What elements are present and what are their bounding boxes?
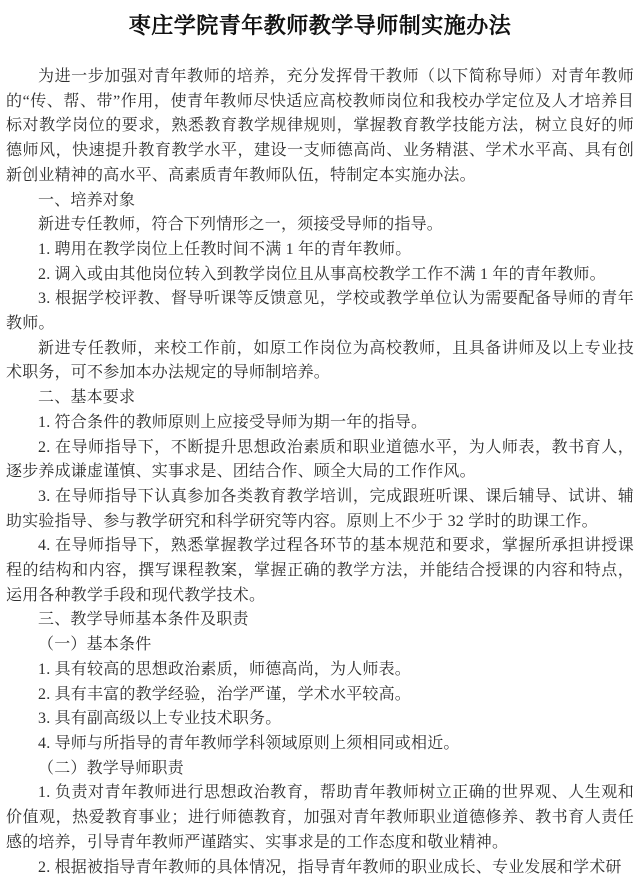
paragraph: 4. 导师与所指导的青年教师学科领域原则上须相同或相近。 [38, 734, 460, 752]
paragraph: 1. 负责对青年教师进行思想政治教育，帮助青年教师树立正确的世界观、人生观和价值观，热爱教育事业；进行师德教育，加强对青年教师职业道德修养、教书育人责任感的培养，引导青年教师严谨踏实、实事求是的工作态度和敬业精神。 [6, 784, 634, 851]
paragraph: 2. 调入或由其他岗位转入到教学岗位且从事高校教学工作不满 1 年的青年教师。 [38, 265, 606, 283]
paragraph: 新进专任教师，符合下列情形之一，须接受导师的指导。 [38, 216, 444, 234]
document-body [6, 65, 634, 880]
paragraph: （一）基本条件 [38, 636, 152, 654]
paragraph: 2. 在导师指导下，不断提升思想政治素质和职业道德水平，为人师表，教书育人，逐步养成谦虚谨慎、实事求是、团结合作、顾全大局的工作作风。 [6, 438, 634, 481]
paragraph: 二、基本要求 [38, 389, 136, 407]
paragraph: 2. 根据被指导青年教师的具体情况，指导青年教师的职业成长、专业发展和学术研 [38, 858, 622, 876]
paragraph: 新进专任教师，来校工作前，如原工作岗位为高校教师，且具备讲师及以上专业技术职务，可不参加本办法规定的导师制培养。 [6, 339, 634, 382]
document-title: 枣庄学院青年教师教学导师制实施办法 [128, 13, 512, 38]
paragraph: 1. 具有较高的思想政治素质，师德高尚，为人师表。 [38, 660, 412, 678]
paragraph: 3. 具有副高级以上专业技术职务。 [38, 710, 282, 728]
paragraph: 4. 在导师指导下，熟悉掌握教学过程各环节的基本规范和要求，掌握所承担讲授课程的结构和内容，撰写课程教案，掌握正确的教学方法，并能结合授课的内容和特点，运用各种教学手段和现代教学技术。 [6, 537, 634, 604]
paragraph: 1. 符合条件的教师原则上应接受导师为期一年的指导。 [38, 413, 428, 431]
paragraph: （二）教学导师职责 [38, 759, 184, 777]
paragraph: 1. 聘用在教学岗位上任教时间不满 1 年的青年教师。 [38, 240, 412, 258]
paragraph: 3. 在导师指导下认真参加各类教育教学培训，完成跟班听课、课后辅导、试讲、辅助实验指导、参与教学研究和科学研究等内容。原则上不少于 32 学时的助课工作。 [6, 487, 634, 530]
paragraph: 为进一步加强对青年教师的培养，充分发挥骨干教师（以下简称导师）对青年教师的“传、帮、带”作用，使青年教师尽快适应高校教师岗位和我校办学定位及人才培养目标对教学岗位的要求，熟悉教育教学规律规则，掌握教育教学技能方法，树立良好的师德师风，快速提升教育教学水平，建设一支师德高尚、业务精湛、学术水平高、具有创新创业精神的高水平、高素质青年教师队伍，特制定本实施办法。 [6, 68, 634, 184]
paragraph: 3. 根据学校评教、督导听课等反馈意见，学校或教学单位认为需要配备导师的青年教师。 [6, 290, 634, 333]
paragraph: 2. 具有丰富的教学经验，治学严谨，学术水平较高。 [38, 685, 412, 703]
paragraph: 一、培养对象 [38, 191, 136, 209]
paragraph: 三、教学导师基本条件及职责 [38, 611, 249, 629]
